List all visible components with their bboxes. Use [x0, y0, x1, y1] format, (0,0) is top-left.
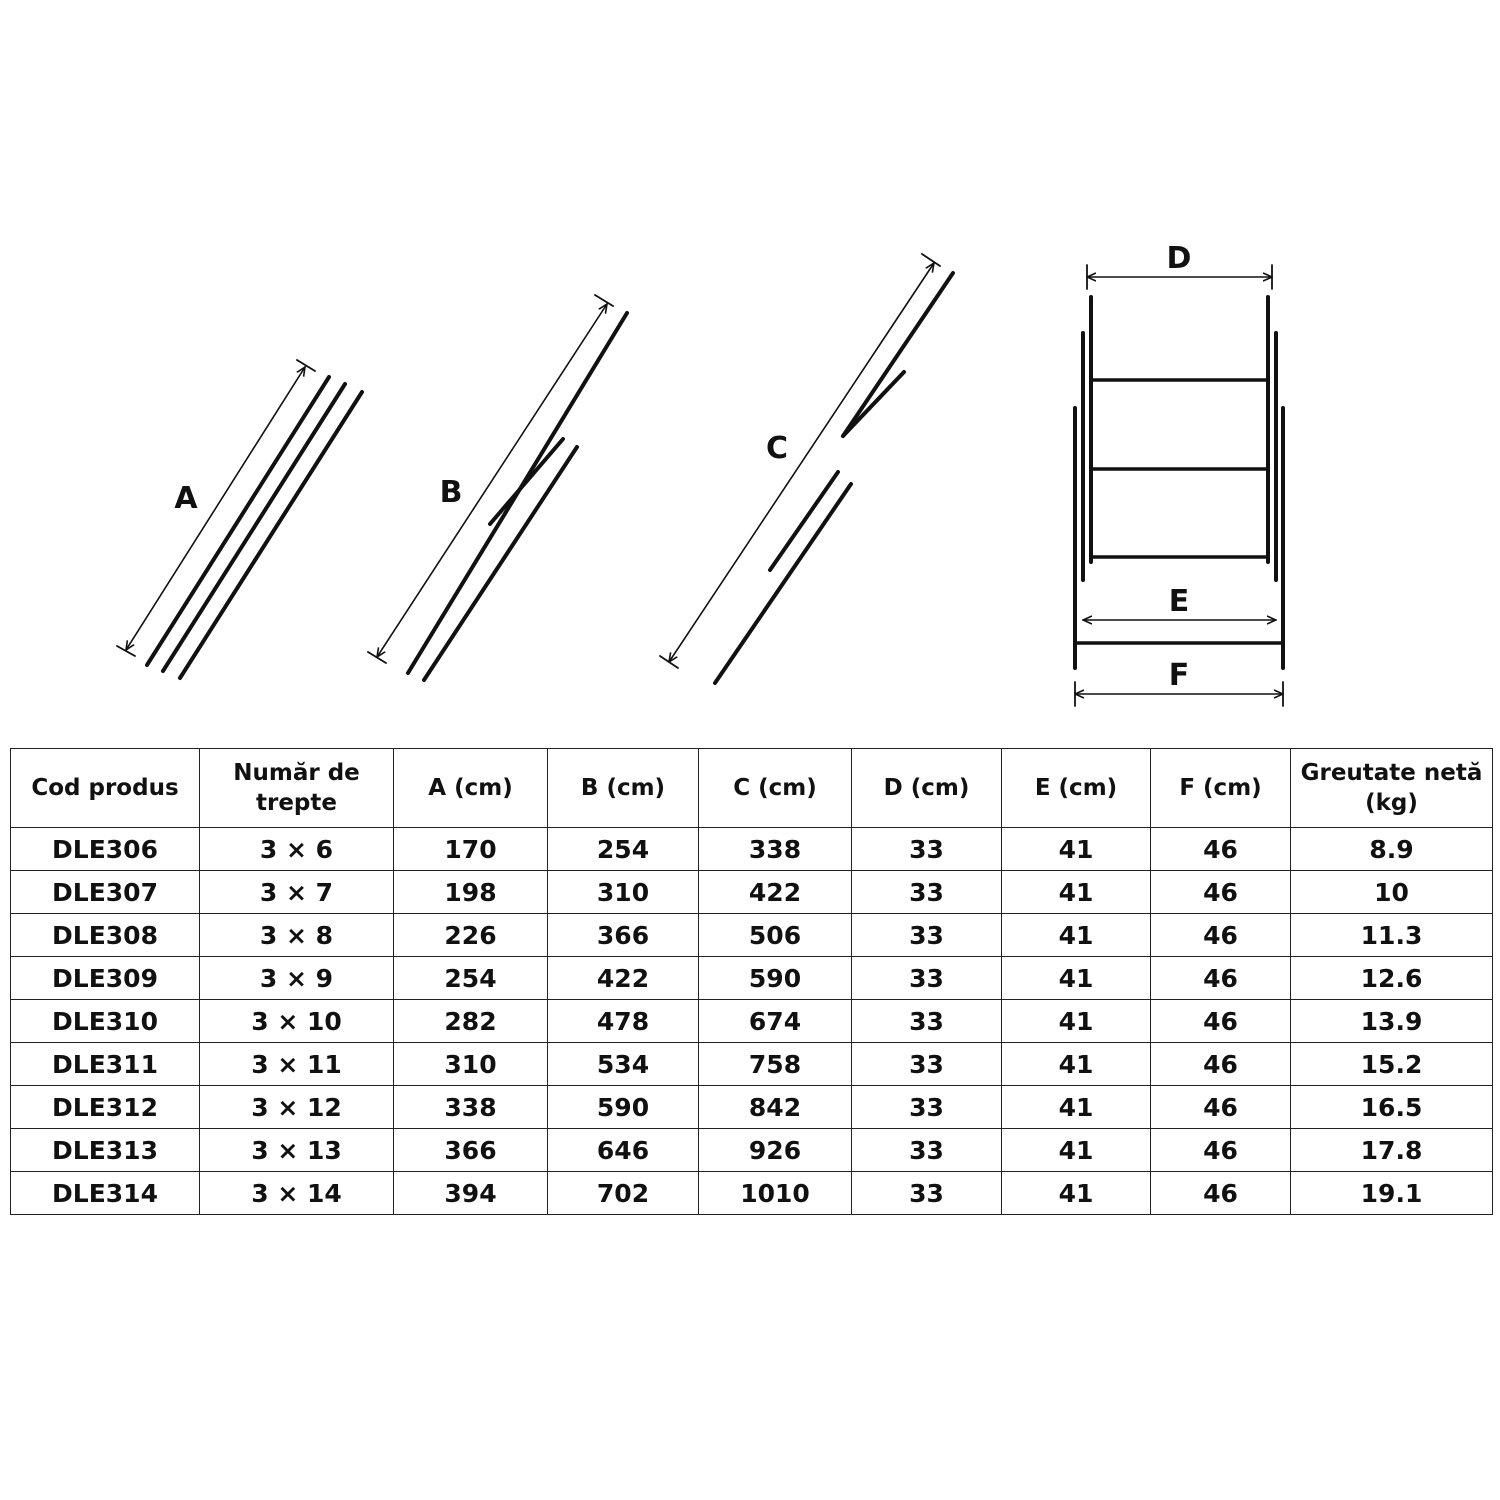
cell-c: 338: [699, 828, 852, 871]
cell-b: 702: [548, 1172, 699, 1215]
header-c: C (cm): [699, 749, 852, 828]
cell-d: 33: [852, 914, 1002, 957]
cell-step-count: 3 × 13: [200, 1129, 394, 1172]
cell-b: 422: [548, 957, 699, 1000]
cell-net-weight: 15.2: [1291, 1043, 1493, 1086]
cell-d: 33: [852, 1172, 1002, 1215]
ladder-dimension-diagram: [0, 0, 1500, 720]
cell-d: 33: [852, 871, 1002, 914]
cell-product-code: DLE306: [11, 828, 200, 871]
ladder-rail: [843, 273, 953, 436]
table-row: [11, 871, 1493, 914]
cell-f: 46: [1151, 828, 1291, 871]
cell-step-count: 3 × 12: [200, 1086, 394, 1129]
cell-b: 590: [548, 1086, 699, 1129]
cell-d: 33: [852, 1129, 1002, 1172]
cell-a: 310: [394, 1043, 548, 1086]
dimension-a-line: [126, 367, 305, 650]
dimension-b-tick: [368, 652, 386, 663]
cell-net-weight: 19.1: [1291, 1172, 1493, 1215]
cell-b: 366: [548, 914, 699, 957]
header-product-code: Cod produs: [11, 749, 200, 828]
cell-c: 506: [699, 914, 852, 957]
ladder-rail: [180, 392, 362, 678]
table-header-row: [11, 749, 1493, 828]
cell-f: 46: [1151, 1172, 1291, 1215]
cell-f: 46: [1151, 914, 1291, 957]
dimension-a-tick: [297, 360, 315, 371]
cell-product-code: DLE311: [11, 1043, 200, 1086]
dimension-c-line: [669, 263, 934, 662]
table-row: [11, 1000, 1493, 1043]
table-row: [11, 957, 1493, 1000]
table-row: [11, 1043, 1493, 1086]
cell-step-count: 3 × 11: [200, 1043, 394, 1086]
dimension-c-tick: [660, 656, 678, 668]
cell-product-code: DLE310: [11, 1000, 200, 1043]
cell-d: 33: [852, 828, 1002, 871]
cell-net-weight: 10: [1291, 871, 1493, 914]
dimension-a-tick: [117, 646, 135, 656]
ladder-two-sections-extended: [368, 295, 627, 680]
cell-a: 338: [394, 1086, 548, 1129]
ladder-rail: [843, 372, 904, 436]
cell-step-count: 3 × 6: [200, 828, 394, 871]
table-row: [11, 914, 1493, 957]
ladder-spec-table: [10, 748, 1493, 1215]
header-step-count: Număr de trepte: [200, 749, 394, 828]
cell-product-code: DLE309: [11, 957, 200, 1000]
cell-a: 366: [394, 1129, 548, 1172]
cell-net-weight: 11.3: [1291, 914, 1493, 957]
cell-d: 33: [852, 1086, 1002, 1129]
cell-f: 46: [1151, 957, 1291, 1000]
ladder-closed-side-view: [117, 360, 362, 678]
cell-d: 33: [852, 1000, 1002, 1043]
cell-e: 41: [1002, 914, 1151, 957]
dimension-c-tick: [922, 254, 940, 266]
label-c: C: [765, 431, 789, 466]
cell-e: 41: [1002, 828, 1151, 871]
header-e: E (cm): [1002, 749, 1151, 828]
cell-c: 842: [699, 1086, 852, 1129]
cell-net-weight: 8.9: [1291, 828, 1493, 871]
cell-e: 41: [1002, 1086, 1151, 1129]
cell-b: 478: [548, 1000, 699, 1043]
ladder-rail: [147, 377, 329, 665]
cell-e: 41: [1002, 1172, 1151, 1215]
cell-a: 254: [394, 957, 548, 1000]
cell-net-weight: 13.9: [1291, 1000, 1493, 1043]
cell-product-code: DLE312: [11, 1086, 200, 1129]
cell-d: 33: [852, 1043, 1002, 1086]
cell-f: 46: [1151, 1086, 1291, 1129]
cell-product-code: DLE308: [11, 914, 200, 957]
label-e: E: [1168, 584, 1190, 619]
header-net-weight: Greutate netă (kg): [1291, 749, 1493, 828]
cell-c: 590: [699, 957, 852, 1000]
cell-step-count: 3 × 14: [200, 1172, 394, 1215]
header-f: F (cm): [1151, 749, 1291, 828]
dimension-b-line: [377, 304, 607, 657]
header-b: B (cm): [548, 749, 699, 828]
cell-a: 282: [394, 1000, 548, 1043]
cell-f: 46: [1151, 1000, 1291, 1043]
cell-step-count: 3 × 9: [200, 957, 394, 1000]
cell-a: 170: [394, 828, 548, 871]
ladder-front-view: [1075, 241, 1283, 706]
cell-f: 46: [1151, 871, 1291, 914]
cell-c: 674: [699, 1000, 852, 1043]
cell-net-weight: 17.8: [1291, 1129, 1493, 1172]
cell-b: 646: [548, 1129, 699, 1172]
dimension-b-tick: [595, 295, 613, 306]
cell-e: 41: [1002, 1043, 1151, 1086]
ladder-rail: [163, 384, 345, 671]
header-a: A (cm): [394, 749, 548, 828]
cell-product-code: DLE314: [11, 1172, 200, 1215]
cell-d: 33: [852, 957, 1002, 1000]
cell-e: 41: [1002, 1000, 1151, 1043]
cell-net-weight: 16.5: [1291, 1086, 1493, 1129]
cell-step-count: 3 × 7: [200, 871, 394, 914]
cell-e: 41: [1002, 957, 1151, 1000]
cell-c: 1010: [699, 1172, 852, 1215]
table-row: [11, 828, 1493, 871]
table-row: [11, 1129, 1493, 1172]
cell-a: 198: [394, 871, 548, 914]
label-f: F: [1168, 658, 1190, 693]
cell-step-count: 3 × 8: [200, 914, 394, 957]
ladder-three-sections-extended: [660, 254, 953, 683]
cell-b: 534: [548, 1043, 699, 1086]
cell-step-count: 3 × 10: [200, 1000, 394, 1043]
cell-product-code: DLE307: [11, 871, 200, 914]
label-b: B: [439, 475, 463, 510]
header-d: D (cm): [852, 749, 1002, 828]
cell-e: 41: [1002, 1129, 1151, 1172]
label-d: D: [1166, 241, 1192, 276]
cell-a: 394: [394, 1172, 548, 1215]
cell-e: 41: [1002, 871, 1151, 914]
cell-a: 226: [394, 914, 548, 957]
label-a: A: [174, 481, 198, 516]
cell-b: 310: [548, 871, 699, 914]
cell-c: 758: [699, 1043, 852, 1086]
ladder-rail: [715, 484, 851, 683]
table-row: [11, 1172, 1493, 1215]
cell-net-weight: 12.6: [1291, 957, 1493, 1000]
cell-f: 46: [1151, 1129, 1291, 1172]
cell-c: 926: [699, 1129, 852, 1172]
cell-c: 422: [699, 871, 852, 914]
cell-product-code: DLE313: [11, 1129, 200, 1172]
table-row: [11, 1086, 1493, 1129]
cell-b: 254: [548, 828, 699, 871]
cell-f: 46: [1151, 1043, 1291, 1086]
